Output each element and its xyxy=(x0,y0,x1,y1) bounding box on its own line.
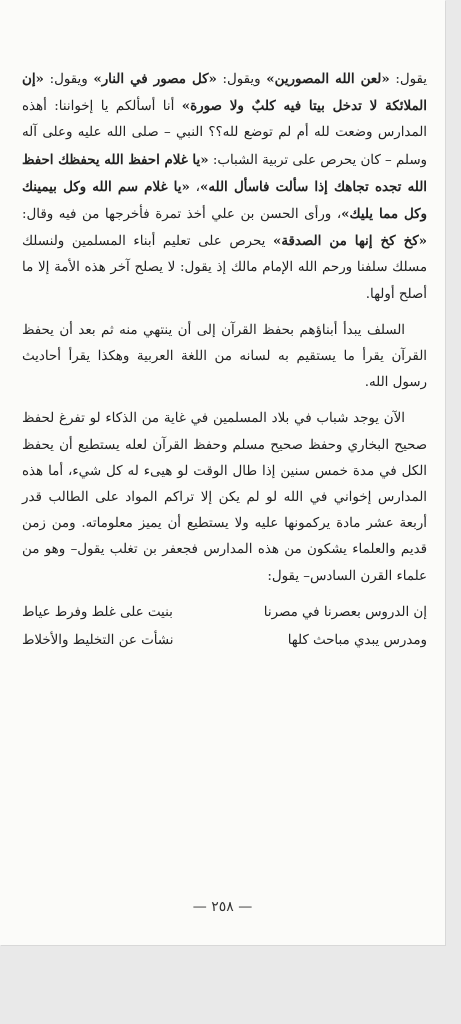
body-text: السلف يبدأ أبناؤهم بحفظ القرآن إلى أن ينتهي منه ثم بعد أن يحفظ القرآن يقرأ ما يستقيم به لسانه من اللغة العربية وهكذا يقرأ أحاديث رسول الله. xyxy=(22,322,427,391)
body-text: ويقول: xyxy=(43,72,94,87)
paragraph-2 xyxy=(22,318,427,397)
verse-1-second-hemistich: بنيت على غلط وفرط عياط xyxy=(22,604,173,620)
page-body xyxy=(22,66,427,654)
quoted-hadith-text: «يا غلام احفظ الله يحفظك احفظ الله تجده تجاهك إذا سألت فاسأل الله» xyxy=(22,151,427,195)
page-number: — ٢٥٨ — xyxy=(192,899,253,915)
quoted-hadith-text: «كل مصور في النار» xyxy=(93,71,217,87)
poem-verses xyxy=(22,600,427,654)
verse-2-second-hemistich: نشأت عن التخليط والأخلاط xyxy=(22,632,174,648)
body-text: أنا أسألكم يا إخواننا: أهذه المدارس وضعت لله أم لم توضع لله؟؟ النبي – صلى الله عليه وعلى آله وسلم – كان يحرص على تربية الشباب: xyxy=(22,99,428,168)
paragraph-1 xyxy=(22,66,427,308)
quoted-hadith-text: «لعن الله المصورين» xyxy=(266,71,390,87)
quoted-hadith-text: «إن الملائكة لا تدخل بيتا فيه كلبٌ ولا صورة» xyxy=(22,71,427,115)
quoted-hadith-text: «يا غلام سم الله وكل بيمينك وكل مما يليك» xyxy=(22,178,427,223)
paragraph-3 xyxy=(22,406,427,589)
quoted-hadith-text: «كخ كخ إنها من الصدقة» xyxy=(272,233,427,250)
body-text: ، xyxy=(189,179,200,195)
body-text: يقول: xyxy=(389,72,428,87)
body-text: ، ورأى الحسن بن علي أخذ تمرة فأخرجها من فيه وقال: xyxy=(22,207,342,223)
body-text: ويقول: xyxy=(216,72,267,87)
verse-1-first-hemistich: إن الدروس بعصرنا في مصرنا xyxy=(263,604,427,620)
verse-2-first-hemistich: ومدرس يبدي مباحث كلها xyxy=(287,632,427,648)
body-text: الآن يوجد شباب في بلاد المسلمين في غاية من الذكاء لو تفرغ لحفظ صحيح البخاري وحفظ صحيح مسلم وحفظ القرآن لعله يستطيع أن يحفظ الكل في مدة خمس سنين إذا طال الوقت لو هيىء له كل شيء، أما هذه المدارس إخواني في الله لو لم يكن إلا تراكم المواد على الطالب قدر أربعة عشر مادة يركمونها عليه ولا يستطيع أن يميز معلوماته. ومن زمن قديم والعلماء يشكون من هذه المدارس فجعفر بن تغلب يقول– وهو من علماء القرن السادس– يقول: xyxy=(22,411,427,584)
body-text: يحرص على تعليم أبناء المسلمين ولنسلك مسلك سلفنا ورحم الله الإمام مالك إذ يقول: لا يصلح آخر هذه الأمة إلا ما أصلح أولها. xyxy=(22,234,427,302)
